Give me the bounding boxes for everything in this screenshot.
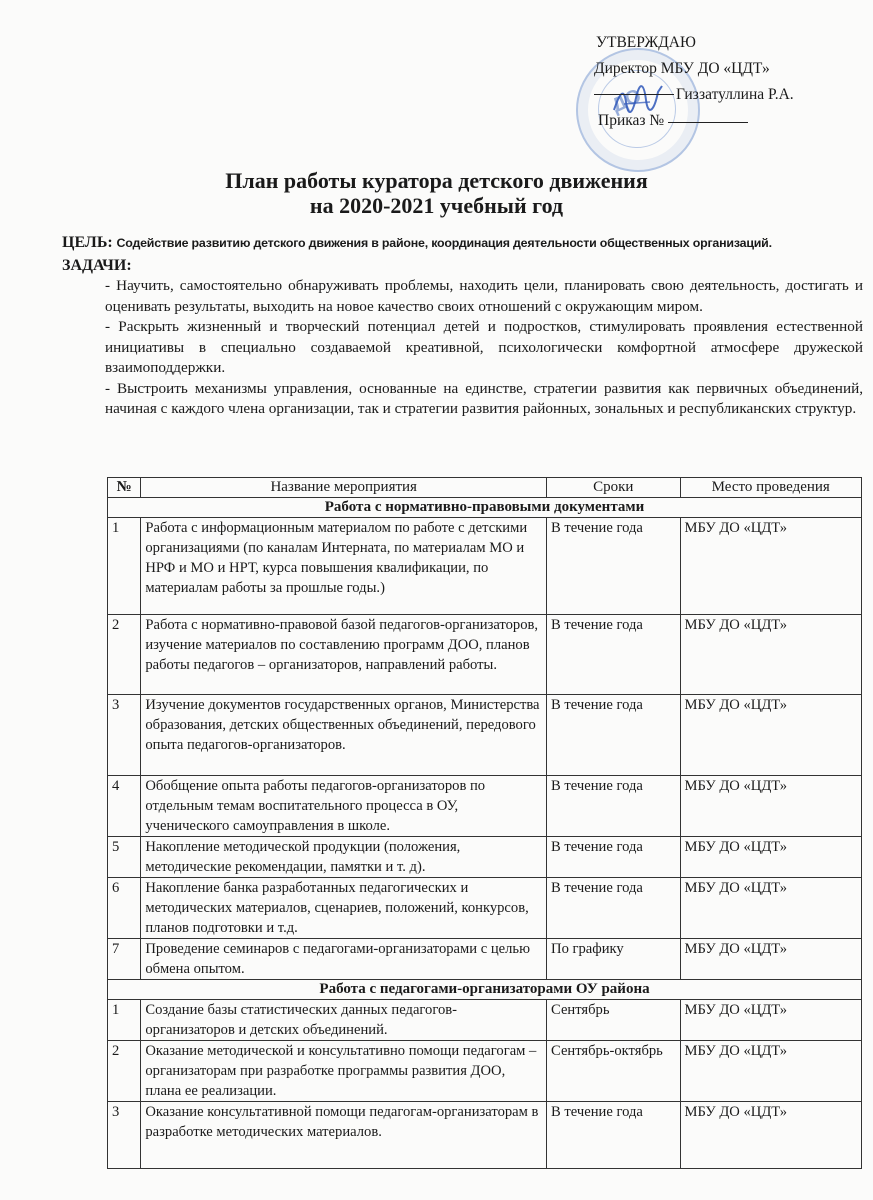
signatory-line bbox=[594, 82, 856, 108]
row-dates: По графику bbox=[547, 939, 680, 980]
row-place: МБУ ДО «ЦДТ» bbox=[680, 878, 861, 939]
order-label: Приказ № bbox=[598, 112, 665, 129]
order-line bbox=[598, 108, 856, 134]
row-num: 5 bbox=[108, 837, 141, 878]
row-place: МБУ ДО «ЦДТ» bbox=[680, 1000, 861, 1041]
header-name: Название мероприятия bbox=[141, 478, 547, 498]
tasks-label: ЗАДАЧИ: bbox=[62, 257, 132, 274]
title-line-1: План работы куратора детского движения bbox=[225, 168, 648, 193]
row-name: Работа с нормативно-правовой базой педагогов-организаторов, изучение материалов по составлению программ ДОО, планов работы педагогов – организаторов, направлений работы. bbox=[141, 615, 547, 695]
director-position: Директор МБУ ДО «ЦДТ» bbox=[594, 60, 770, 77]
row-place: МБУ ДО «ЦДТ» bbox=[680, 1041, 861, 1102]
table-row bbox=[108, 695, 862, 776]
row-dates: Сентябрь-октябрь bbox=[547, 1041, 680, 1102]
row-dates: В течение года bbox=[547, 615, 680, 695]
row-place: МБУ ДО «ЦДТ» bbox=[680, 615, 861, 695]
goal-section bbox=[62, 234, 872, 252]
row-name: Оказание консультативной помощи педагогам-организаторам в разработке методических материалов. bbox=[141, 1102, 547, 1169]
section-title: Работа с педагогами-организаторами ОУ района bbox=[108, 980, 862, 1000]
row-num: 3 bbox=[108, 1102, 141, 1169]
row-place: МБУ ДО «ЦДТ» bbox=[680, 776, 861, 837]
table-row bbox=[108, 939, 862, 980]
row-num: 2 bbox=[108, 1041, 141, 1102]
row-name: Работа с информационным материалом по работе с детскими организациями (по каналам Интерната, по материалам МО и НРФ и МО и НРТ, курса повышения квалификации, по материалам работы за прошлые годы.) bbox=[141, 518, 547, 615]
header-place: Место проведения bbox=[680, 478, 861, 498]
order-number-blank bbox=[668, 122, 748, 123]
table-row bbox=[108, 776, 862, 837]
row-dates: Сентябрь bbox=[547, 1000, 680, 1041]
table-row bbox=[108, 518, 862, 615]
row-place: МБУ ДО «ЦДТ» bbox=[680, 695, 861, 776]
table-row bbox=[108, 878, 862, 939]
header-num: № bbox=[108, 478, 141, 498]
task-item: - Раскрыть жизненный и творческий потенциал детей и подростков, стимулировать проявления естественной инициативы в специально создаваемой креативной, психологически комфортной атмосфере дружеской взаимоподдержки. bbox=[105, 318, 863, 376]
row-dates: В течение года bbox=[547, 695, 680, 776]
table-row bbox=[108, 1000, 862, 1041]
row-place: МБУ ДО «ЦДТ» bbox=[680, 837, 861, 878]
row-num: 7 bbox=[108, 939, 141, 980]
row-name: Создание базы статистических данных педагогов-организаторов и детских объединений. bbox=[141, 1000, 547, 1041]
row-place: МБУ ДО «ЦДТ» bbox=[680, 518, 861, 615]
header-dates: Сроки bbox=[547, 478, 680, 498]
row-place: МБУ ДО «ЦДТ» bbox=[680, 939, 861, 980]
tasks-list bbox=[105, 276, 863, 420]
section-row bbox=[108, 498, 862, 518]
approve-label: УТВЕРЖДАЮ bbox=[596, 34, 696, 51]
table-row bbox=[108, 615, 862, 695]
section-row bbox=[108, 980, 862, 1000]
title-line-2: на 2020-2021 учебный год bbox=[309, 193, 564, 218]
row-name: Обобщение опыта работы педагогов-организаторов по отдельным темам воспитательного процесса в ОУ, ученического самоуправления в школе. bbox=[141, 776, 547, 837]
table-header-row bbox=[108, 478, 862, 498]
document-title bbox=[0, 168, 873, 218]
signatory-name: Гиззатуллина Р.А. bbox=[676, 86, 794, 103]
signature-line bbox=[594, 94, 674, 95]
table-row bbox=[108, 1102, 862, 1169]
stamp-text: ДО bbox=[608, 84, 645, 118]
row-num: 6 bbox=[108, 878, 141, 939]
row-dates: В течение года bbox=[547, 878, 680, 939]
table-row bbox=[108, 837, 862, 878]
row-num: 1 bbox=[108, 518, 141, 615]
row-name: Накопление методической продукции (положения, методические рекомендации, памятки и т. д). bbox=[141, 837, 547, 878]
section-title: Работа с нормативно-правовыми документами bbox=[108, 498, 862, 518]
row-name: Оказание методической и консультативно помощи педагогам – организаторам при разработке программы развития ДОО, плана ее реализации. bbox=[141, 1041, 547, 1102]
row-num: 4 bbox=[108, 776, 141, 837]
task-item: - Выстроить механизмы управления, основанные на единстве, стратегии развития как первичных объединений, начиная с каждого члена организации, так и стратегии развития районных, зональных и республиканских структур. bbox=[105, 379, 863, 417]
approval-block bbox=[596, 30, 856, 134]
row-place: МБУ ДО «ЦДТ» bbox=[680, 1102, 861, 1169]
goal-label: ЦЕЛЬ: bbox=[62, 234, 113, 251]
row-name: Накопление банка разработанных педагогических и методических материалов, сценариев, положений, конкурсов, планов подготовки и т.д. bbox=[141, 878, 547, 939]
goal-text: Содействие развитию детского движения в районе, координация деятельности общественных организаций. bbox=[116, 236, 772, 250]
row-name: Изучение документов государственных органов, Министерства образования, детских общественных объединений, передового опыта педагогов-организаторов. bbox=[141, 695, 547, 776]
row-name: Проведение семинаров с педагогами-организаторами с целью обмена опытом. bbox=[141, 939, 547, 980]
row-dates: В течение года bbox=[547, 518, 680, 615]
row-dates: В течение года bbox=[547, 1102, 680, 1169]
row-num: 2 bbox=[108, 615, 141, 695]
row-num: 1 bbox=[108, 1000, 141, 1041]
row-dates: В течение года bbox=[547, 776, 680, 837]
plan-table bbox=[107, 477, 862, 1169]
row-num: 3 bbox=[108, 695, 141, 776]
task-item: - Научить, самостоятельно обнаруживать проблемы, находить цели, планировать свою деятельность, достигать и оценивать результаты, выходить на новое качество своих отношений с окружающим миром. bbox=[105, 277, 863, 315]
row-dates: В течение года bbox=[547, 837, 680, 878]
table-row bbox=[108, 1041, 862, 1102]
